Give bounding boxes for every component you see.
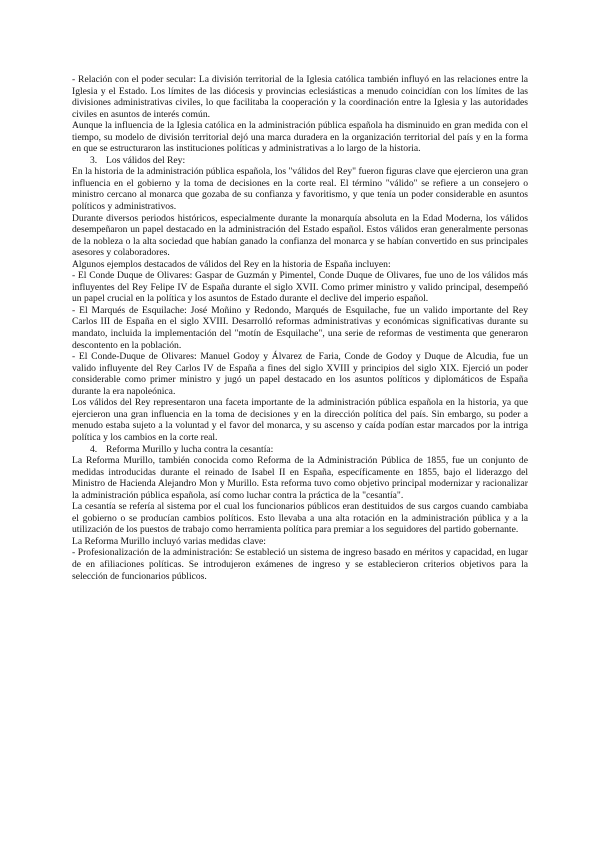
paragraph-medidas-clave: La Reforma Murillo incluyó varias medidas clave: [72, 535, 266, 547]
list-item-profesionalizacion: - Profesionalización de la administración: Se estableció un sistema de ingreso basado en méritos y capacidad, en lugar de en afiliaciones políticas. Se introdujeron exámenes de ingreso y se establecieron criterios objetivos para la selección de funcionarios públicos. [72, 547, 528, 582]
list-item-godoy: - El Conde-Duque de Olivares: Manuel Godoy y Álvarez de Faria, Conde de Godoy y Duque de Alcudia, fue un valido influyente del Rey Carlos IV de España a fines del siglo XVIII y principios del siglo XIX. Ejerció un poder considerable como primer ministro y jugó un papel destacado en los asuntos políticos y diplomáticos de España durante la era napoleónica. [72, 351, 528, 397]
section-number: 3. [90, 154, 98, 166]
section-heading-reforma-murillo [72, 444, 528, 456]
paragraph-validos-conclusion: Los válidos del Rey representaron una faceta importante de la administración pública española en la historia, ya que ejercieron una gran influencia en la toma de decisiones y en la dirección política del país. Sin embargo, su poder a menudo estaba sujeto a la voluntad y el favor del monarca, y su ascenso y caída podían estar marcados por la intriga política y los cambios en la corte real. [72, 397, 528, 443]
paragraph-relacion-poder-secular: - Relación con el poder secular: La división territorial de la Iglesia católica también influyó en las relaciones entre la Iglesia y el Estado. Los límites de las diócesis y provincias eclesiásticas a menudo coincidían con los límites de las divisiones administrativas civiles, lo que facilitaba la cooperación y la coordinación entre la Iglesia y las autoridades civiles en asuntos de interés común. [72, 74, 528, 120]
list-item-esquilache: - El Marqués de Esquilache: José Moñino y Redondo, Marqués de Esquilache, fue un valido importante del Rey Carlos III de España en el siglo XVIII. Desarrolló reformas administrativas y económicas significativas durante su mandato, incluida la implementación del "motín de Esquilache", una serie de reformas de vestimenta que generaron descontento en la población. [72, 304, 528, 351]
section-title: Los válidos del Rey: [106, 154, 186, 166]
paragraph-validos-ejemplos: Algunos ejemplos destacados de válidos del Rey en la historia de España incluyen: [72, 258, 391, 270]
paragraph-influencia-iglesia: Aunque la influencia de la Iglesia católica en la administración pública española ha disminuido en gran medida con el tiempo, su modelo de división territorial dejó una marca duradera en la organización territorial del país y en la forma en que se estructuraron las instituciones políticas y administrativas a lo largo de la historia. [72, 120, 528, 155]
paragraph-reforma-intro: La Reforma Murillo, también conocida como Reforma de la Administración Pública de 1855, fue un conjunto de medidas introducidas durante el reinado de Isabel II en España, específicamente en 1855, bajo el liderazgo del Ministro de Hacienda Alejandro Mon y Murillo. Esta reforma tuvo como objetivo principal modernizar y racionalizar la administración pública española, así como luchar contra la práctica de la "cesantía". [72, 455, 528, 501]
paragraph-validos-periodos: Durante diversos periodos históricos, especialmente durante la monarquía absoluta en la Edad Moderna, los válidos desempeñaron un papel destacado en la administración del Estado español. Estos válidos eran generalmente personas de la nobleza o la alta sociedad que habían ganado la confianza del monarca y se habían convertido en sus principales asesores y colaboradores. [72, 212, 528, 259]
list-item-olivares: - El Conde Duque de Olivares: Gaspar de Guzmán y Pimentel, Conde Duque de Olivares, fue uno de los válidos más influyentes del Rey Felipe IV de España durante el siglo XVII. Como primer ministro y valido principal, desempeñó un papel crucial en la política y los asuntos de Estado durante el declive del imperio español. [72, 270, 528, 305]
paragraph-cesantia: La cesantía se refería al sistema por el cual los funcionarios públicos eran destituidos de sus cargos cuando cambiaba el gobierno o se producían cambios políticos. Esto llevaba a una alta rotación en la administración pública y a la utilización de los puestos de trabajo como herramienta política para premiar a los seguidores del partido gobernante. [72, 501, 528, 536]
section-title: Reforma Murillo y lucha contra la cesantía: [106, 443, 274, 455]
section-heading-validos [72, 155, 528, 167]
section-number: 4. [90, 443, 98, 455]
document-page [72, 74, 528, 582]
paragraph-validos-intro: En la historia de la administración pública española, los "válidos del Rey" fueron figuras clave que ejercieron una gran influencia en el gobierno y la toma de decisiones en la corte real. El término "válido" se refiere a un consejero o ministro cercano al monarca que gozaba de su confianza y favoritismo, y que tenía un poder considerable en asuntos políticos y administrativos. [72, 166, 528, 213]
